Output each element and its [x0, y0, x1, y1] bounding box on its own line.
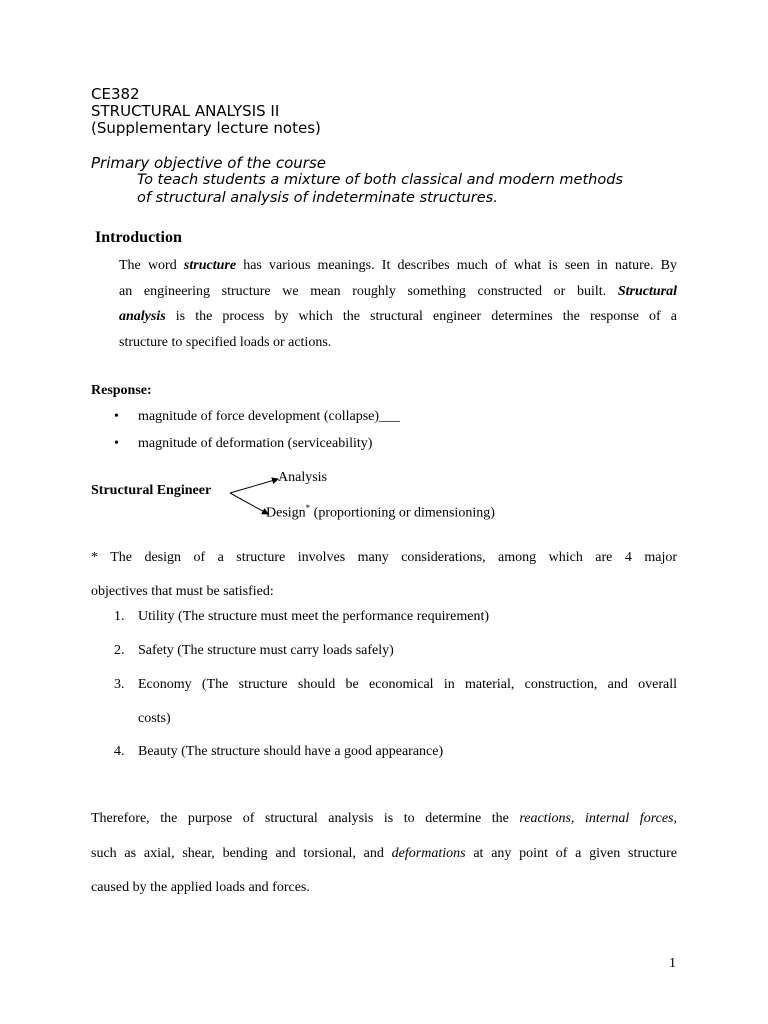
structural-engineer-label: Structural Engineer	[91, 483, 212, 498]
objective-title: Primary objective of the course	[91, 154, 327, 172]
course-subtitle: (Supplementary lecture notes)	[91, 119, 321, 137]
page-number: 1	[669, 956, 676, 971]
design-text: Design	[266, 505, 306, 521]
arrow-to-analysis	[230, 479, 278, 493]
list-item-line-2: costs)	[138, 710, 171, 726]
list-item-line-1: Economy (The structure should be economical in material, construction, and overall	[138, 677, 677, 692]
bullet-underscore: ___	[379, 409, 401, 424]
conclusion-text: Therefore, the purpose of structural analysis is to determine the	[91, 811, 520, 826]
conclusion-text: ,	[673, 811, 678, 826]
intro-term-analysis: analysis	[119, 309, 166, 325]
list-number: 1.	[114, 609, 125, 624]
list-item: Utility (The structure must meet the performance requirement)	[138, 609, 490, 624]
objective-line-2: of structural analysis of indeterminate structures.	[137, 190, 498, 206]
arrow-to-design	[230, 493, 268, 514]
bullet-glyph: •	[114, 436, 119, 451]
intro-text: has various meanings. It describes much of what is seen in nature. By	[236, 258, 677, 273]
bullet-item: magnitude of deformation (serviceability)	[138, 436, 373, 451]
list-item	[138, 668, 677, 735]
list-item: Beauty (The structure should have a good appearance)	[138, 744, 444, 759]
course-code: CE382	[91, 85, 140, 103]
intro-line-3	[119, 304, 677, 330]
objective-line-1: To teach students a mixture of both classical and modern methods	[137, 172, 623, 188]
term-deformations: deformations	[391, 845, 466, 861]
conclusion-text: such as axial, shear, bending and torsional, and	[91, 845, 392, 861]
intro-line-2	[119, 279, 677, 305]
analysis-label: Analysis	[278, 470, 327, 485]
introduction-heading: Introduction	[95, 229, 182, 246]
intro-line-1	[119, 253, 677, 279]
design-note: (proportioning or dimensioning)	[310, 505, 495, 521]
design-note-line-1: * The design of a structure involves many considerations, among which are 4 major	[91, 550, 677, 565]
design-label	[266, 503, 495, 522]
conclusion-line-1	[91, 802, 677, 837]
intro-text: an engineering structure we mean roughly something constructed or built.	[119, 283, 618, 299]
bullet-item-text: magnitude of force development (collapse)	[138, 409, 380, 424]
introduction-paragraph	[119, 253, 677, 356]
conclusion-line-2	[91, 837, 677, 872]
list-item: Safety (The structure must carry loads safely)	[138, 643, 394, 658]
design-note-paragraph	[91, 541, 677, 609]
list-number: 4.	[114, 744, 125, 759]
list-number: 2.	[114, 643, 125, 658]
intro-text: The word	[119, 258, 184, 273]
bullet-item	[138, 409, 400, 425]
design-footnote-mark: *	[305, 503, 311, 513]
objective-text	[137, 171, 697, 207]
response-label: Response:	[91, 383, 152, 398]
intro-line-4: structure to specified loads or actions.	[119, 335, 332, 351]
conclusion-text: ,	[570, 811, 585, 826]
conclusion-paragraph	[91, 802, 677, 906]
term-internal-forces: internal forces	[584, 811, 674, 826]
list-number: 3.	[114, 677, 125, 692]
intro-text: is the process by which the structural engineer determines the response of a	[165, 309, 677, 325]
design-note-line-2: objectives that must be satisfied:	[91, 584, 274, 599]
intro-term-structure: structure	[183, 258, 237, 273]
term-reactions: reactions	[519, 811, 571, 826]
bullet-glyph: •	[114, 409, 119, 424]
intro-term-structural: Structural	[617, 283, 677, 299]
conclusion-text: at any point of a given structure	[465, 845, 677, 861]
conclusion-line-3: caused by the applied loads and forces.	[91, 880, 310, 895]
course-title: STRUCTURAL ANALYSIS II	[91, 102, 280, 120]
